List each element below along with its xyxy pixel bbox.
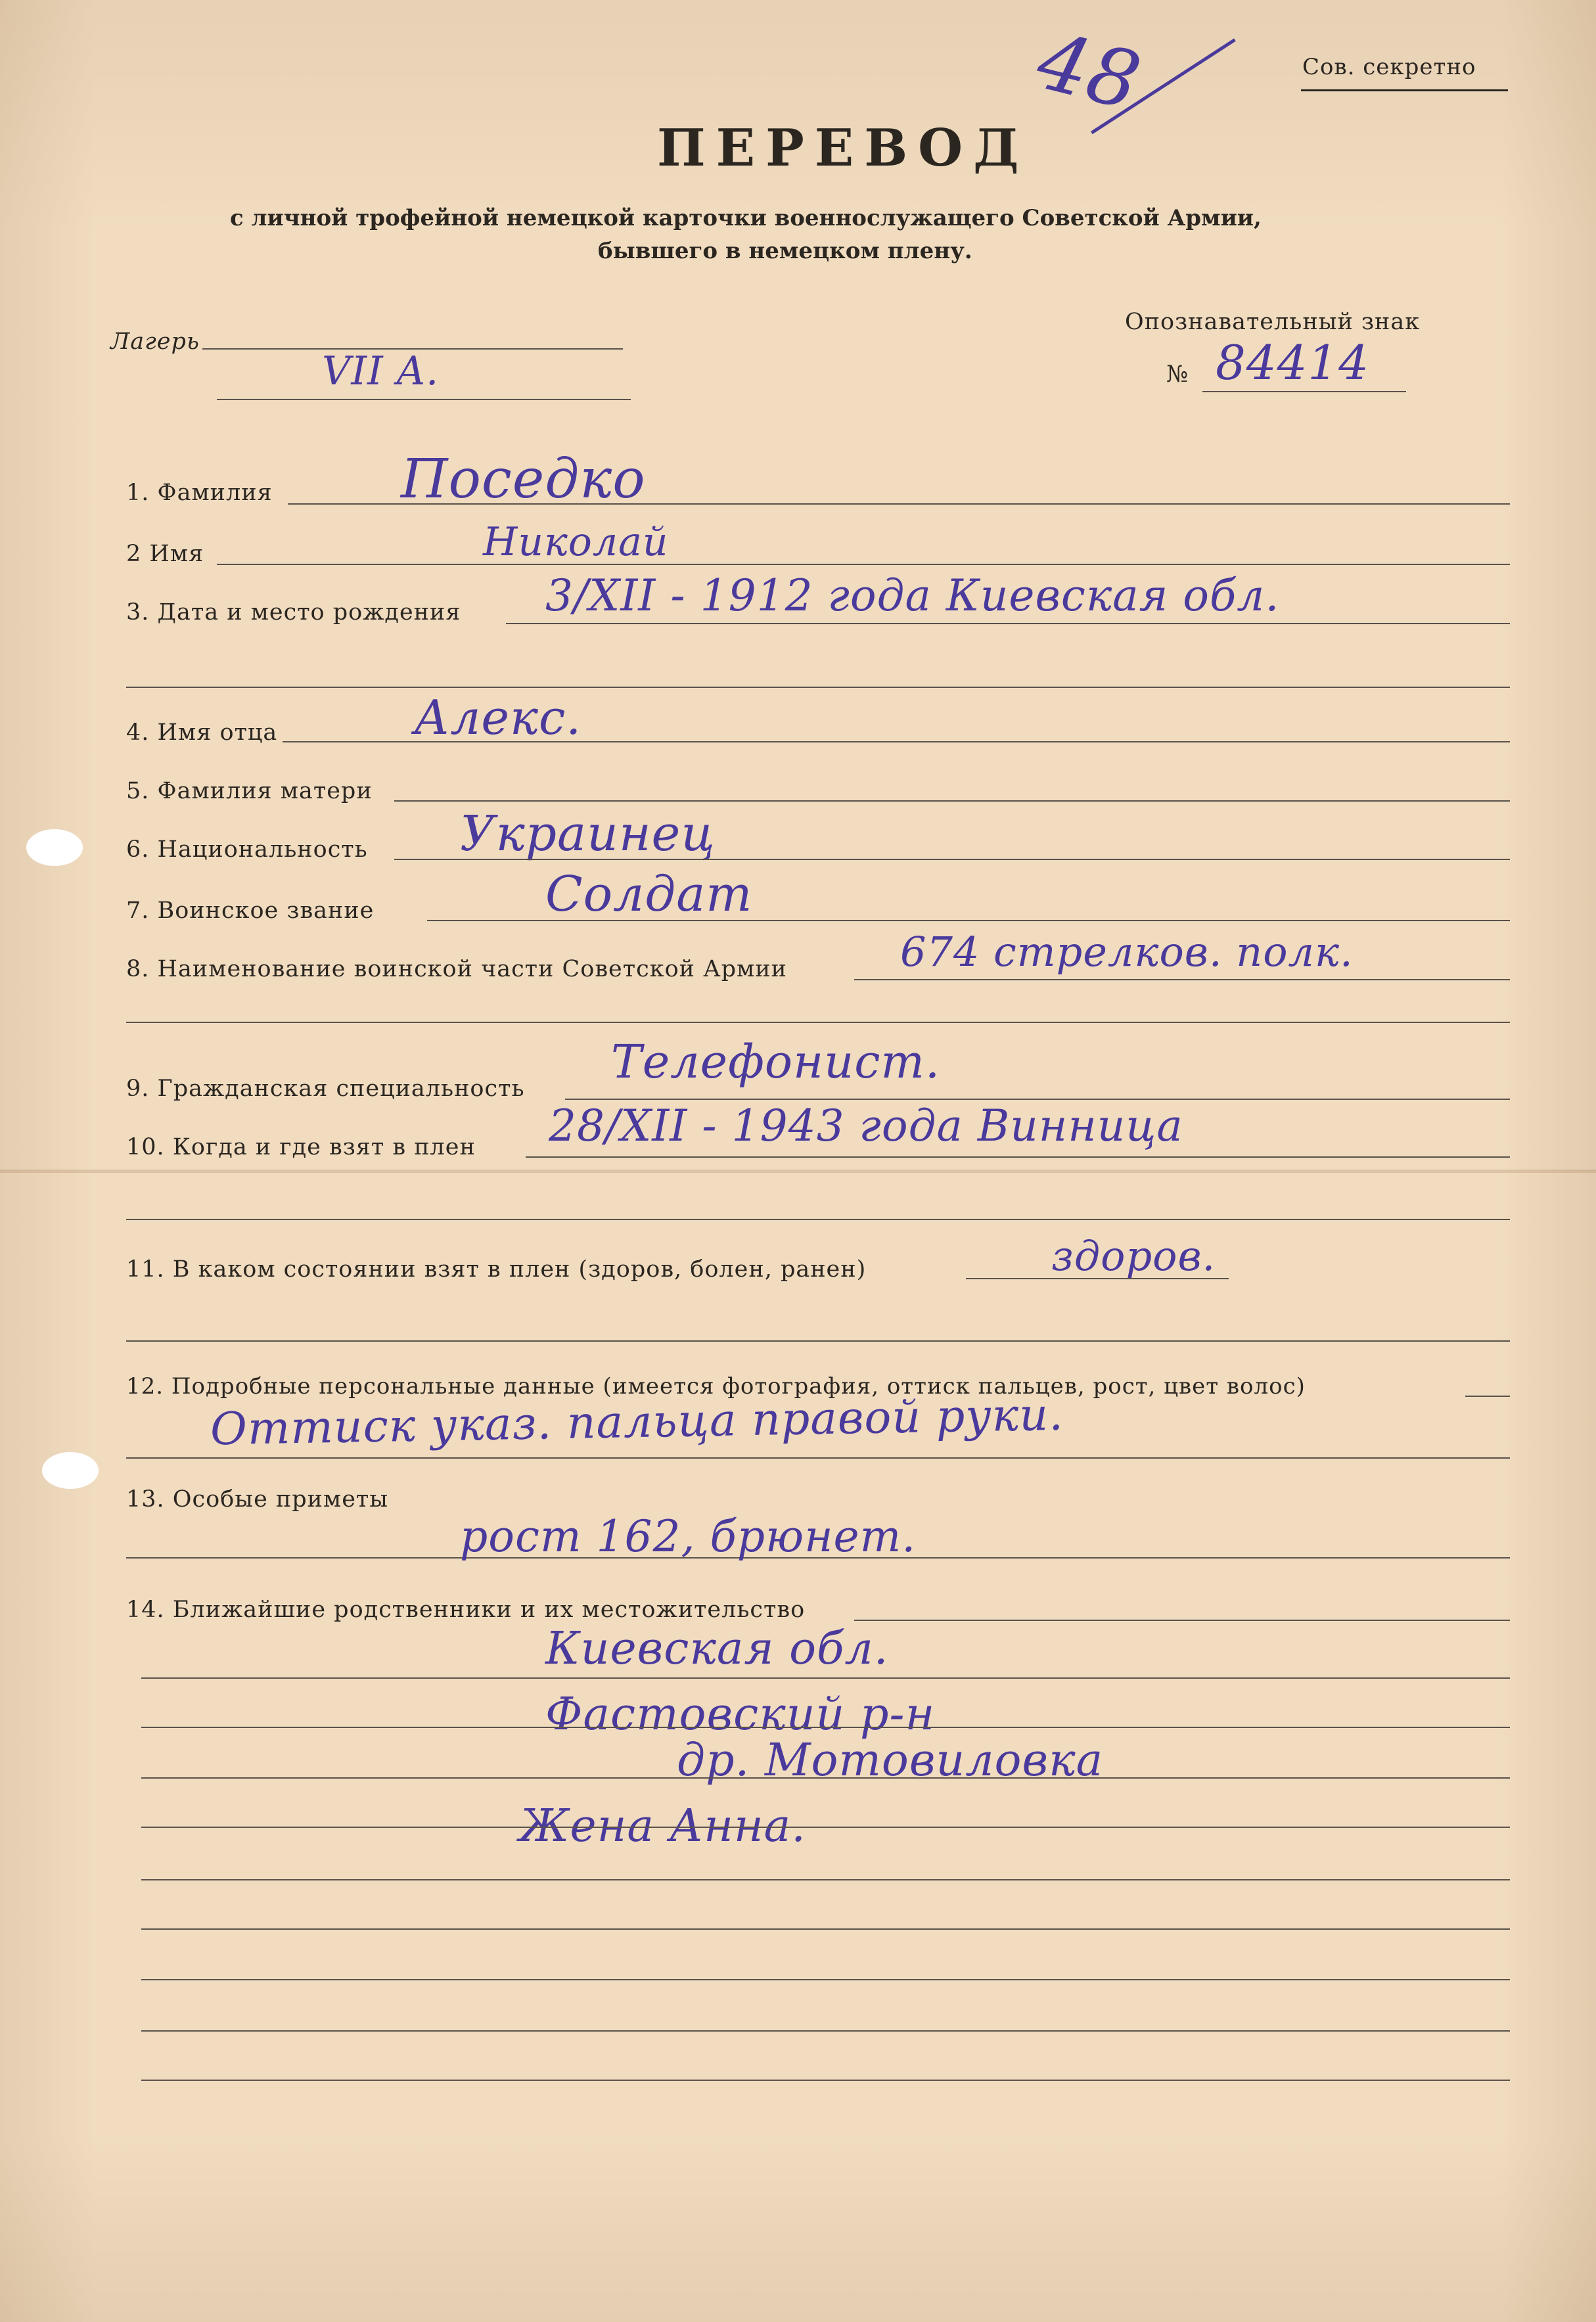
field-3-label: 3. Дата и место рождения (126, 599, 461, 626)
field-9-label: 9. Гражданская специальность (126, 1076, 525, 1102)
document-title: ПЕРЕВОД (657, 118, 1030, 178)
subtitle-line-2: бывшего в немецком плену. (598, 238, 972, 264)
id-tag-label: Опознавательный знак (1125, 309, 1421, 335)
field-7-label: 7. Воинское звание (126, 898, 375, 924)
field-7-value: Солдат (545, 866, 753, 922)
field-13-value: рост 162, брюнет. (460, 1511, 917, 1562)
field-14-line-7 (141, 1979, 1510, 1980)
field-14-line-2 (141, 1727, 1510, 1728)
field-2-value: Николай (483, 519, 669, 565)
secrecy-label: Сов. секретно (1302, 54, 1476, 80)
id-number-sign: № (1166, 361, 1189, 388)
field-4-label: 4. Имя отца (126, 719, 278, 746)
field-6-line (394, 859, 1510, 860)
field-14-label: 14. Ближайшие родственники и их местожительство (126, 1597, 806, 1623)
field-6-label: 6. Национальность (126, 836, 368, 863)
field-7-line (427, 920, 1510, 921)
field-14-line-1 (141, 1677, 1510, 1679)
field-4-line (283, 741, 1510, 742)
punch-hole-top (26, 829, 83, 866)
field-12-line-2 (126, 1457, 1510, 1459)
field-8-value: 674 стрелков. полк. (900, 928, 1354, 976)
id-tag-value: 84414 (1216, 335, 1370, 390)
subtitle-line-1: с личной трофейной немецкой карточки военнослужащего Советской Армии, (230, 205, 1262, 231)
fold-crease (0, 1170, 1596, 1173)
camp-label: Лагерь (110, 329, 200, 355)
field-12-value: Оттиск указ. пальца правой руки. (210, 1388, 1064, 1456)
field-8-label: 8. Наименование воинской части Советской Армии (126, 956, 787, 982)
field-14-line-6 (141, 1928, 1510, 1930)
field-14-line-4 (141, 1827, 1510, 1828)
field-4-value: Алекс. (414, 690, 582, 745)
field-3-line-2 (126, 687, 1510, 688)
field-11-line-2 (126, 1340, 1510, 1342)
relatives-line-3: др. Мотовиловка (677, 1735, 1104, 1787)
field-2-label: 2 Имя (126, 541, 204, 567)
field-8-line (854, 979, 1510, 980)
field-10-line-2 (126, 1219, 1510, 1220)
relatives-line-1: Киевская обл. (545, 1623, 889, 1675)
field-10-value: 28/XII - 1943 года Винница (549, 1101, 1183, 1151)
relatives-line-2: Фастовский р-н (545, 1689, 936, 1741)
field-5-label: 5. Фамилия матери (126, 778, 373, 804)
field-10-line (526, 1156, 1510, 1158)
field-2-line (217, 564, 1510, 565)
punch-hole-bottom (42, 1452, 99, 1489)
secrecy-underline (1301, 89, 1508, 91)
field-1-value: Поседко (401, 448, 646, 511)
id-tag-line (1202, 391, 1406, 392)
archive-handwritten-number: 48 (1028, 15, 1150, 129)
field-11-value: здоров. (1051, 1232, 1216, 1280)
field-12-label: 12. Подробные персональные данные (имеется фотография, оттиск пальцев, рост, цвет волос) (126, 1373, 1306, 1400)
field-3-value: 3/XII - 1912 года Киевская обл. (545, 570, 1280, 621)
field-14-line-8 (141, 2030, 1510, 2032)
field-9-line (565, 1099, 1510, 1100)
field-14-line-5 (141, 1879, 1510, 1880)
field-11-line (966, 1278, 1229, 1279)
field-8-line-2 (126, 1022, 1510, 1023)
field-10-label: 10. Когда и где взят в плен (126, 1134, 476, 1160)
camp-value: VII A. (322, 348, 440, 394)
field-12-line-1 (1465, 1396, 1510, 1397)
field-11-label: 11. В каком состоянии взят в плен (здоров, болен, ранен) (126, 1256, 867, 1283)
field-13-label: 13. Особые приметы (126, 1486, 389, 1513)
relatives-line-4: Жена Анна. (519, 1800, 806, 1852)
field-5-line (394, 800, 1510, 802)
field-3-line (506, 623, 1510, 624)
camp-line-2 (217, 399, 631, 400)
field-1-label: 1. Фамилия (126, 480, 273, 506)
field-14-line-3 (141, 1777, 1510, 1779)
field-1-line (288, 503, 1510, 505)
field-14-line-0 (854, 1620, 1510, 1621)
field-14-line-9 (141, 2080, 1510, 2081)
field-9-value: Телефонист. (611, 1035, 941, 1089)
field-6-value: Украинец (460, 806, 716, 862)
